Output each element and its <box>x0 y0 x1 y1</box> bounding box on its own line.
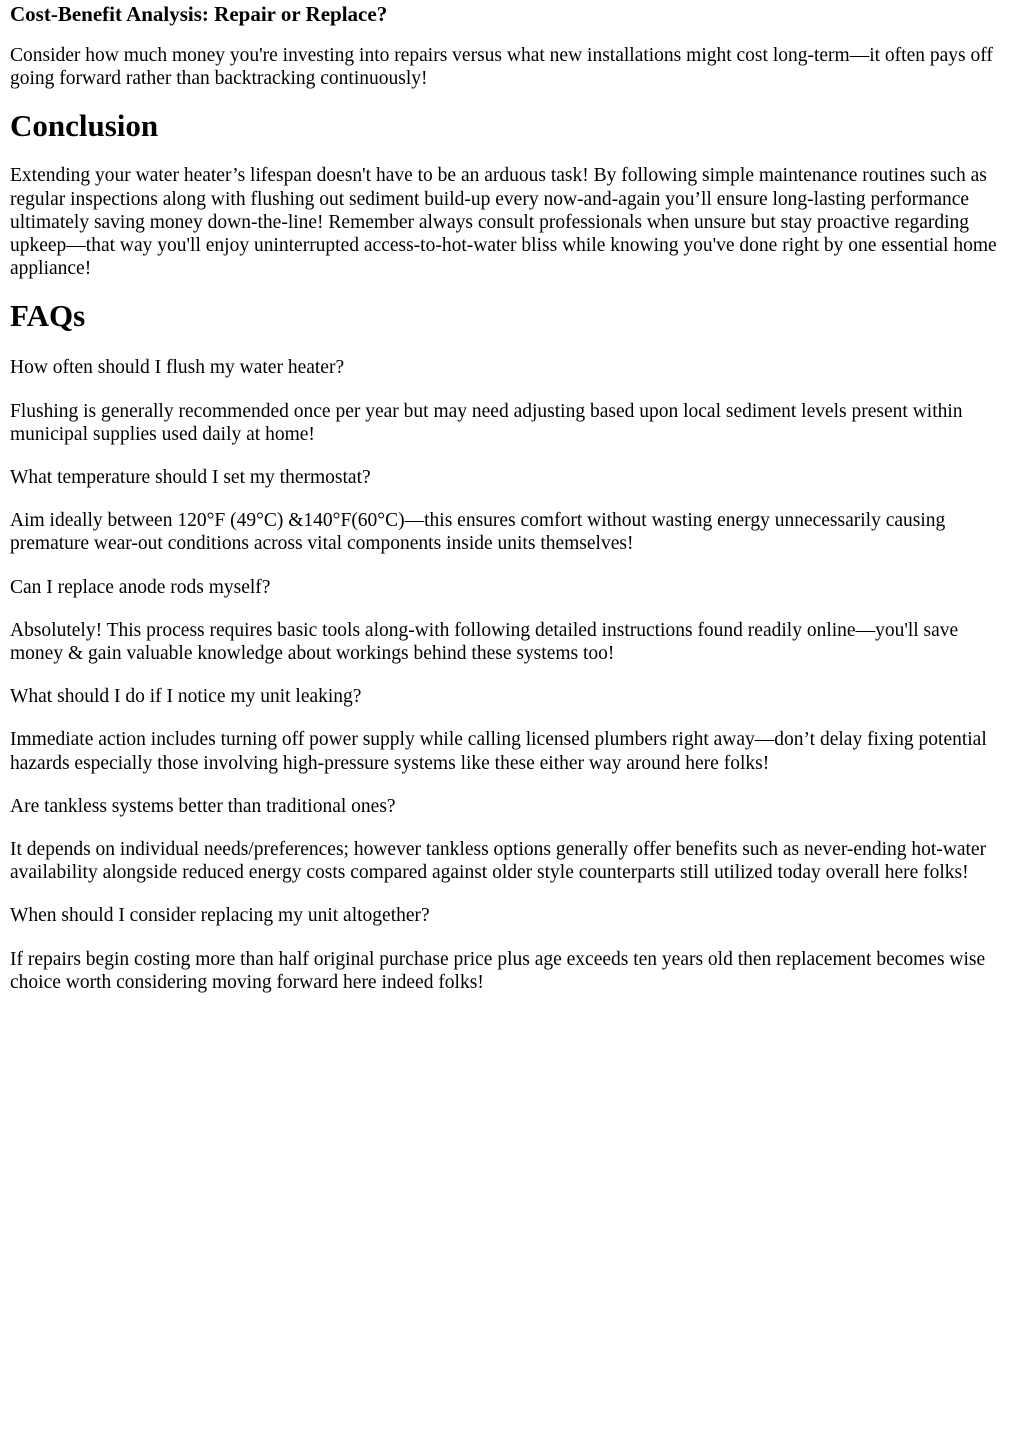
faq-answer: If repairs begin costing more than half original purchase price plus age exceeds ten years old then replacement becomes wise choice worth considering moving forward here indeed folks! <box>10 948 986 993</box>
faq-question: What temperature should I set my thermostat? <box>10 467 371 489</box>
faq-question: When should I consider replacing my unit altogether? <box>10 905 430 927</box>
faq-answer: Aim ideally between 120°F (49°C) &140°F(60°C)—this ensures comfort without wasting energy unnecessarily causing premature wear-out conditions across vital components inside units themselves! <box>10 510 946 555</box>
faq-question: How often should I flush my water heater? <box>10 357 345 379</box>
cost-benefit-heading: Cost-Benefit Analysis: Repair or Replace? <box>10 2 388 26</box>
faqs-heading: FAQs <box>10 298 86 334</box>
conclusion-heading: Conclusion <box>10 108 159 144</box>
faq-question: Can I replace anode rods myself? <box>10 576 271 598</box>
faq-question: What should I do if I notice my unit leaking? <box>10 686 362 708</box>
conclusion-paragraph: Extending your water heater’s lifespan doesn't have to be an arduous task! By following simple maintenance routines such as regular inspections along with flushing out sediment build-up every now-and-again you’ll ensure long-lasting performance ultimately saving money down-the-line! Remember always consult professionals when unsure but stay proactive regarding upkeep—that way you'll enjoy uninterrupted access-to-hot-water bliss while knowing you've done right by one essential home appliance! <box>10 165 997 280</box>
faq-answer: Immediate action includes turning off power supply while calling licensed plumbers right away—don’t delay fixing potential hazards especially those involving high-pressure systems like these either way around here folks! <box>10 729 987 774</box>
faq-list <box>10 356 1014 994</box>
cost-benefit-paragraph: Consider how much money you're investing into repairs versus what new installations might cost long-term—it often pays off going forward rather than backtracking continuously! <box>10 45 993 90</box>
faq-answer: It depends on individual needs/preferences; however tankless options generally offer benefits such as never-ending hot-water availability alongside reduced energy costs compared against older style counterparts still utilized today overall here folks! <box>10 839 987 884</box>
article-page <box>0 2 1024 994</box>
faq-answer: Flushing is generally recommended once per year but may need adjusting based upon local sediment levels present within municipal supplies used daily at home! <box>10 400 963 445</box>
faq-question: Are tankless systems better than traditional ones? <box>10 795 396 817</box>
faq-answer: Absolutely! This process requires basic tools along-with following detailed instructions found readily online—you'll save money & gain valuable knowledge about workings behind these systems too! <box>10 619 959 665</box>
